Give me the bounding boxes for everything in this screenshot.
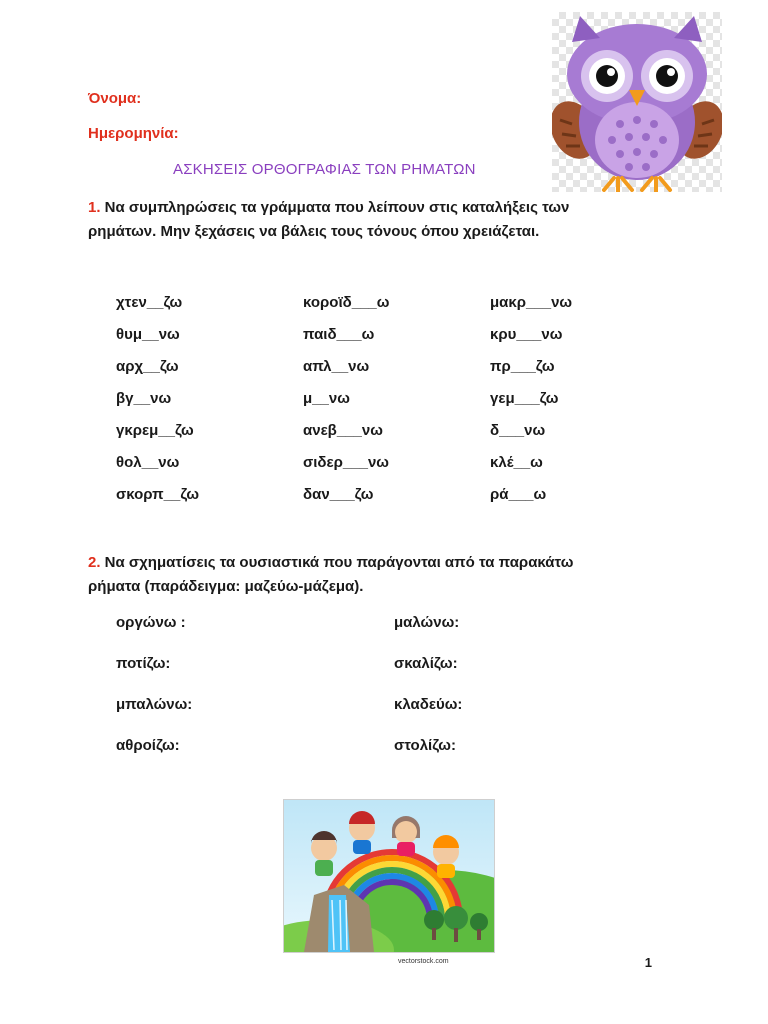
exercise2-number: 2. <box>88 554 101 571</box>
date-label: Ημερομηνία: <box>88 125 179 142</box>
name-label: Όνομα: <box>88 90 142 107</box>
verb-item: χτεν__ζω <box>116 294 183 311</box>
verb-item: κλέ__ω <box>490 454 543 471</box>
verb-item: κρυ___νω <box>490 326 563 343</box>
verb-item: αρχ__ζω <box>116 358 179 375</box>
verb-item: απλ__νω <box>303 358 370 375</box>
exercise2-line1: Να σχηματίσεις τα ουσιαστικά που παράγονται από τα παρακάτω <box>100 554 574 571</box>
verb-item: σκαλίζω: <box>394 655 458 672</box>
exercise1-number: 1. <box>88 199 101 216</box>
verb-item: κλαδεύω: <box>394 696 463 713</box>
worksheet-title: ΑΣΚΗΣΕΙΣ ΟΡΘΟΓΡΑΦΙΑΣ ΤΩΝ ΡΗΜΑΤΩΝ <box>173 161 476 178</box>
exercise1-instructions <box>88 196 648 244</box>
verb-item: πρ___ζω <box>490 358 555 375</box>
verb-item: σιδερ___νω <box>303 454 389 471</box>
verb-item: μακρ___νω <box>490 294 573 311</box>
verb-item: αθροίζω: <box>116 737 180 754</box>
exercise1-line1: Να συμπληρώσεις τα γράμματα που λείπουν στις καταλήξεις των <box>100 199 570 216</box>
verb-item: κοροϊδ___ω <box>303 294 390 311</box>
verb-item: γεμ___ζω <box>490 390 559 407</box>
rainbow-icon <box>284 800 494 952</box>
kids-rainbow-illustration <box>283 799 495 953</box>
owl-icon <box>552 12 722 192</box>
verb-item: θυμ__νω <box>116 326 180 343</box>
verb-item: ανεβ___νω <box>303 422 383 439</box>
image-credit: vectorstock.com <box>398 958 449 965</box>
verb-item: δ___νω <box>490 422 546 439</box>
verb-item: δαν___ζω <box>303 486 374 503</box>
verb-item: μπαλώνω: <box>116 696 193 713</box>
verb-item: μαλώνω: <box>394 614 460 631</box>
owl-illustration <box>552 12 722 192</box>
verb-item: στολίζω: <box>394 737 456 754</box>
verb-item: βγ__νω <box>116 390 172 407</box>
verb-item: παιδ___ω <box>303 326 375 343</box>
verb-item: θολ__νω <box>116 454 180 471</box>
verb-item: οργώνω : <box>116 614 186 631</box>
verb-item: σκορπ__ζω <box>116 486 200 503</box>
exercise2-instructions <box>88 551 648 599</box>
verb-item: ρά___ω <box>490 486 547 503</box>
page-number: 1 <box>644 955 652 970</box>
exercise2-line2: ρήματα (παράδειγμα: μαζεύω-μάζεμα). <box>88 578 364 595</box>
verb-item: ποτίζω: <box>116 655 171 672</box>
verb-item: μ__νω <box>303 390 350 407</box>
exercise1-line2: ρημάτων. Μην ξεχάσεις να βάλεις τους τόνους όπου χρειάζεται. <box>88 223 540 240</box>
verb-item: γκρεμ__ζω <box>116 422 194 439</box>
